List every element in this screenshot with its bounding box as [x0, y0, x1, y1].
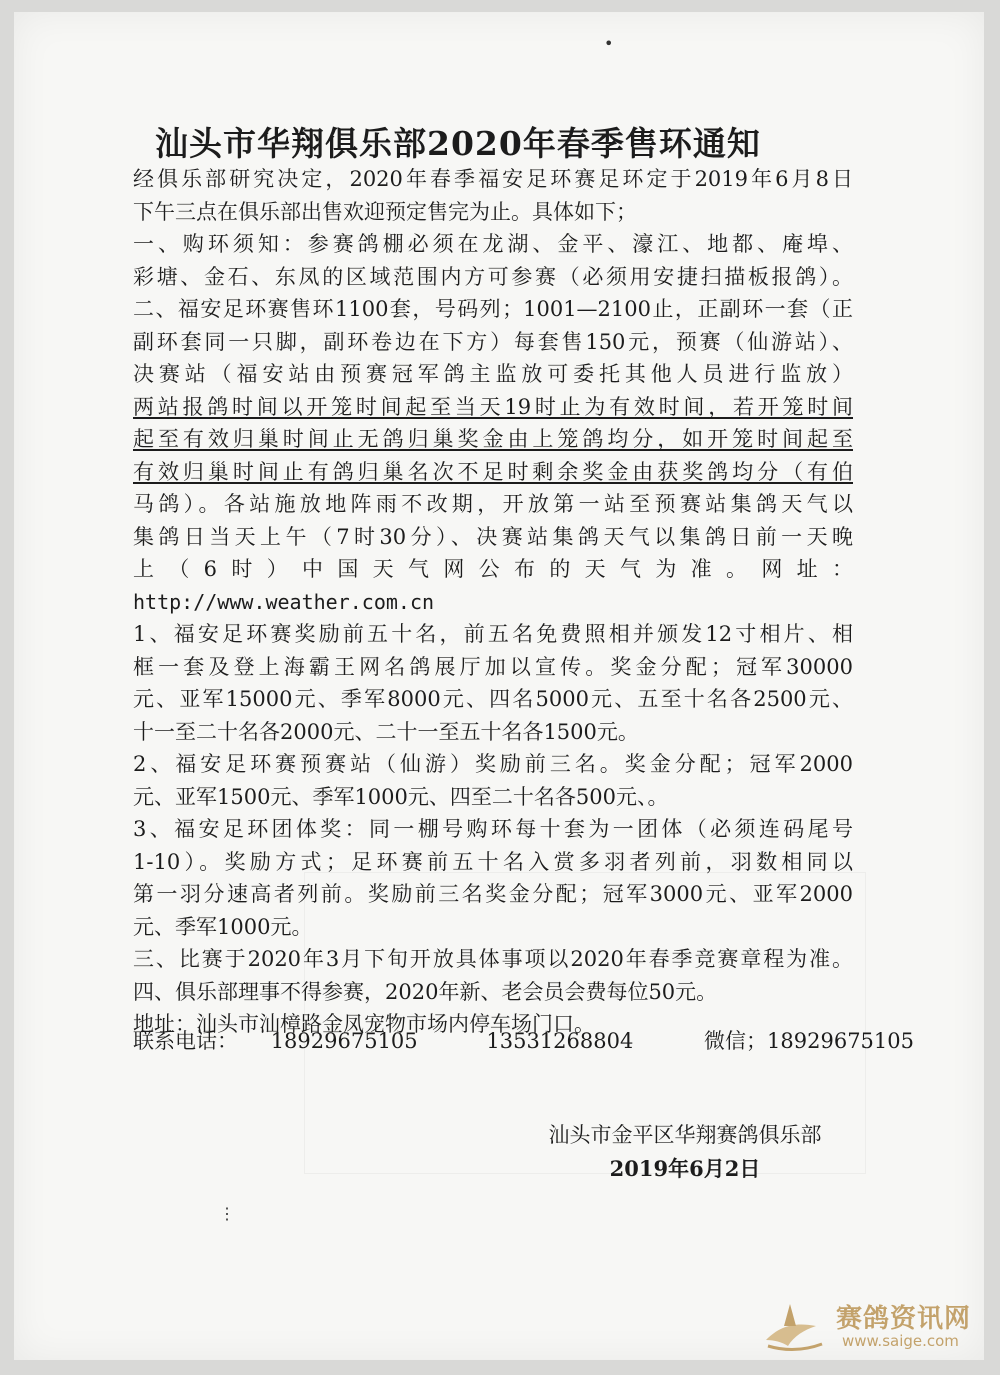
body-line: 上（6时）中国天气网公布的天气为准。网址：	[133, 557, 853, 581]
contact-wechat: 微信；18929675105	[704, 1029, 915, 1053]
body-line: 起至有效归巢时间止无鸽归巢奖金由上笼鸽均分，如开笼时间起至	[133, 427, 853, 451]
contact-label: 联系电话：	[133, 1029, 238, 1053]
body-line: 彩塘、金石、东凤的区域范围内方可参赛（必须用安捷扫描板报鸽）。	[133, 264, 853, 289]
body-line: 决赛站（福安站由预赛冠军鸽主监放可委托其他人员进行监放）	[133, 362, 853, 386]
body-line: 2、福安足环赛预赛站（仙游）奖励前三名。奖金分配；冠军2000	[133, 752, 853, 776]
body-line: 第一羽分速高者列前。奖励前三名奖金分配；冠军3000元、亚军2000	[133, 882, 853, 906]
body-line: 三、比赛于2020年3月下旬开放具体事项以2020年春季竞赛章程为准。	[133, 947, 853, 971]
watermark-name: 赛鸽资讯网	[836, 1304, 972, 1334]
body-line: 两站报鸽时间以开笼时间起至当天19时止为有效时间，若开笼时间	[133, 394, 853, 419]
body-line: 1-10）。奖励方式；足环赛前五十名入赏多羽者列前，羽数相同以	[133, 849, 853, 874]
body-line: 框一套及登上海霸王网名鸽展厅加以宣传。奖金分配；冠军30000	[133, 654, 853, 679]
signature-block	[520, 1118, 850, 1186]
contact-phone-1: 18929675105	[270, 1029, 418, 1053]
watermark	[760, 1296, 980, 1356]
body-line: 元、亚军1500元、季军1000元、四至二十名各500元、。	[133, 784, 669, 809]
body-line: 四、俱乐部理事不得参赛，2020年新、老会员会费每位50元。	[133, 979, 718, 1004]
body-line: 3、福安足环团体奖：同一棚号购环每十套为一团体（必须连码尾号	[133, 817, 853, 841]
body-line: 经俱乐部研究决定，2020年春季福安足环赛足环定于2019年6月8日	[133, 167, 853, 191]
watermark-url: www.saige.com	[842, 1332, 959, 1350]
body-line: 有效归巢时间止有鸽归巢名次不足时剩余奖金由获奖鸽均分（有伯	[133, 459, 853, 484]
bleed-through-text-right	[856, 122, 896, 322]
ink-speck: ⋮	[219, 1204, 235, 1223]
body-line: 集鸽日当天上午（7时30分）、决赛站集鸽天气以集鸽日前一天晚	[133, 524, 853, 549]
body-line: 十一至二十名各2000元、二十一至五十名各1500元。	[133, 719, 639, 744]
body-line: 二、福安足环赛售环1100套，号码列；1001—2100止，正副环一套（正	[133, 297, 853, 321]
address-line: 地址：汕头市汕樟路金凤宠物市场内停车场门口。	[133, 1012, 595, 1036]
body-line: 元、季军1000元。	[133, 914, 313, 939]
body-line: 马鸽）。各站施放地阵雨不改期，开放第一站至预赛站集鸽天气以	[133, 492, 853, 516]
contact-line	[133, 1025, 915, 1055]
body-line: 一、购环须知：参赛鸽棚必须在龙湖、金平、濠江、地都、庵埠、	[133, 232, 853, 256]
weather-url: http://www.weather.com.cn	[133, 589, 435, 614]
body-line: 1、福安足环赛奖励前五十名，前五名免费照相并颁发12寸相片、相	[133, 622, 853, 646]
notice-body	[133, 163, 853, 1041]
contact-phone-2: 13531268804	[486, 1029, 634, 1053]
body-line: 下午三点在俱乐部出售欢迎预定售完为止。具体如下；	[133, 199, 637, 224]
body-line: 副环套同一只脚，副环卷边在下方）每套售150元，预赛（仙游站）、	[133, 329, 853, 354]
signature-org: 汕头市金平区华翔赛鸽俱乐部	[548, 1123, 822, 1147]
notice-title: 汕头市华翔俱乐部2020年春季售环通知	[155, 124, 761, 163]
bleed-through-text-left	[70, 140, 110, 470]
signature-date: 2019年6月2日	[609, 1156, 761, 1181]
pigeon-logo-icon	[760, 1296, 830, 1354]
ink-speck: •	[604, 34, 614, 53]
body-line: 元、亚军15000元、季军8000元、四名5000元、五至十名各2500元、	[133, 687, 853, 711]
